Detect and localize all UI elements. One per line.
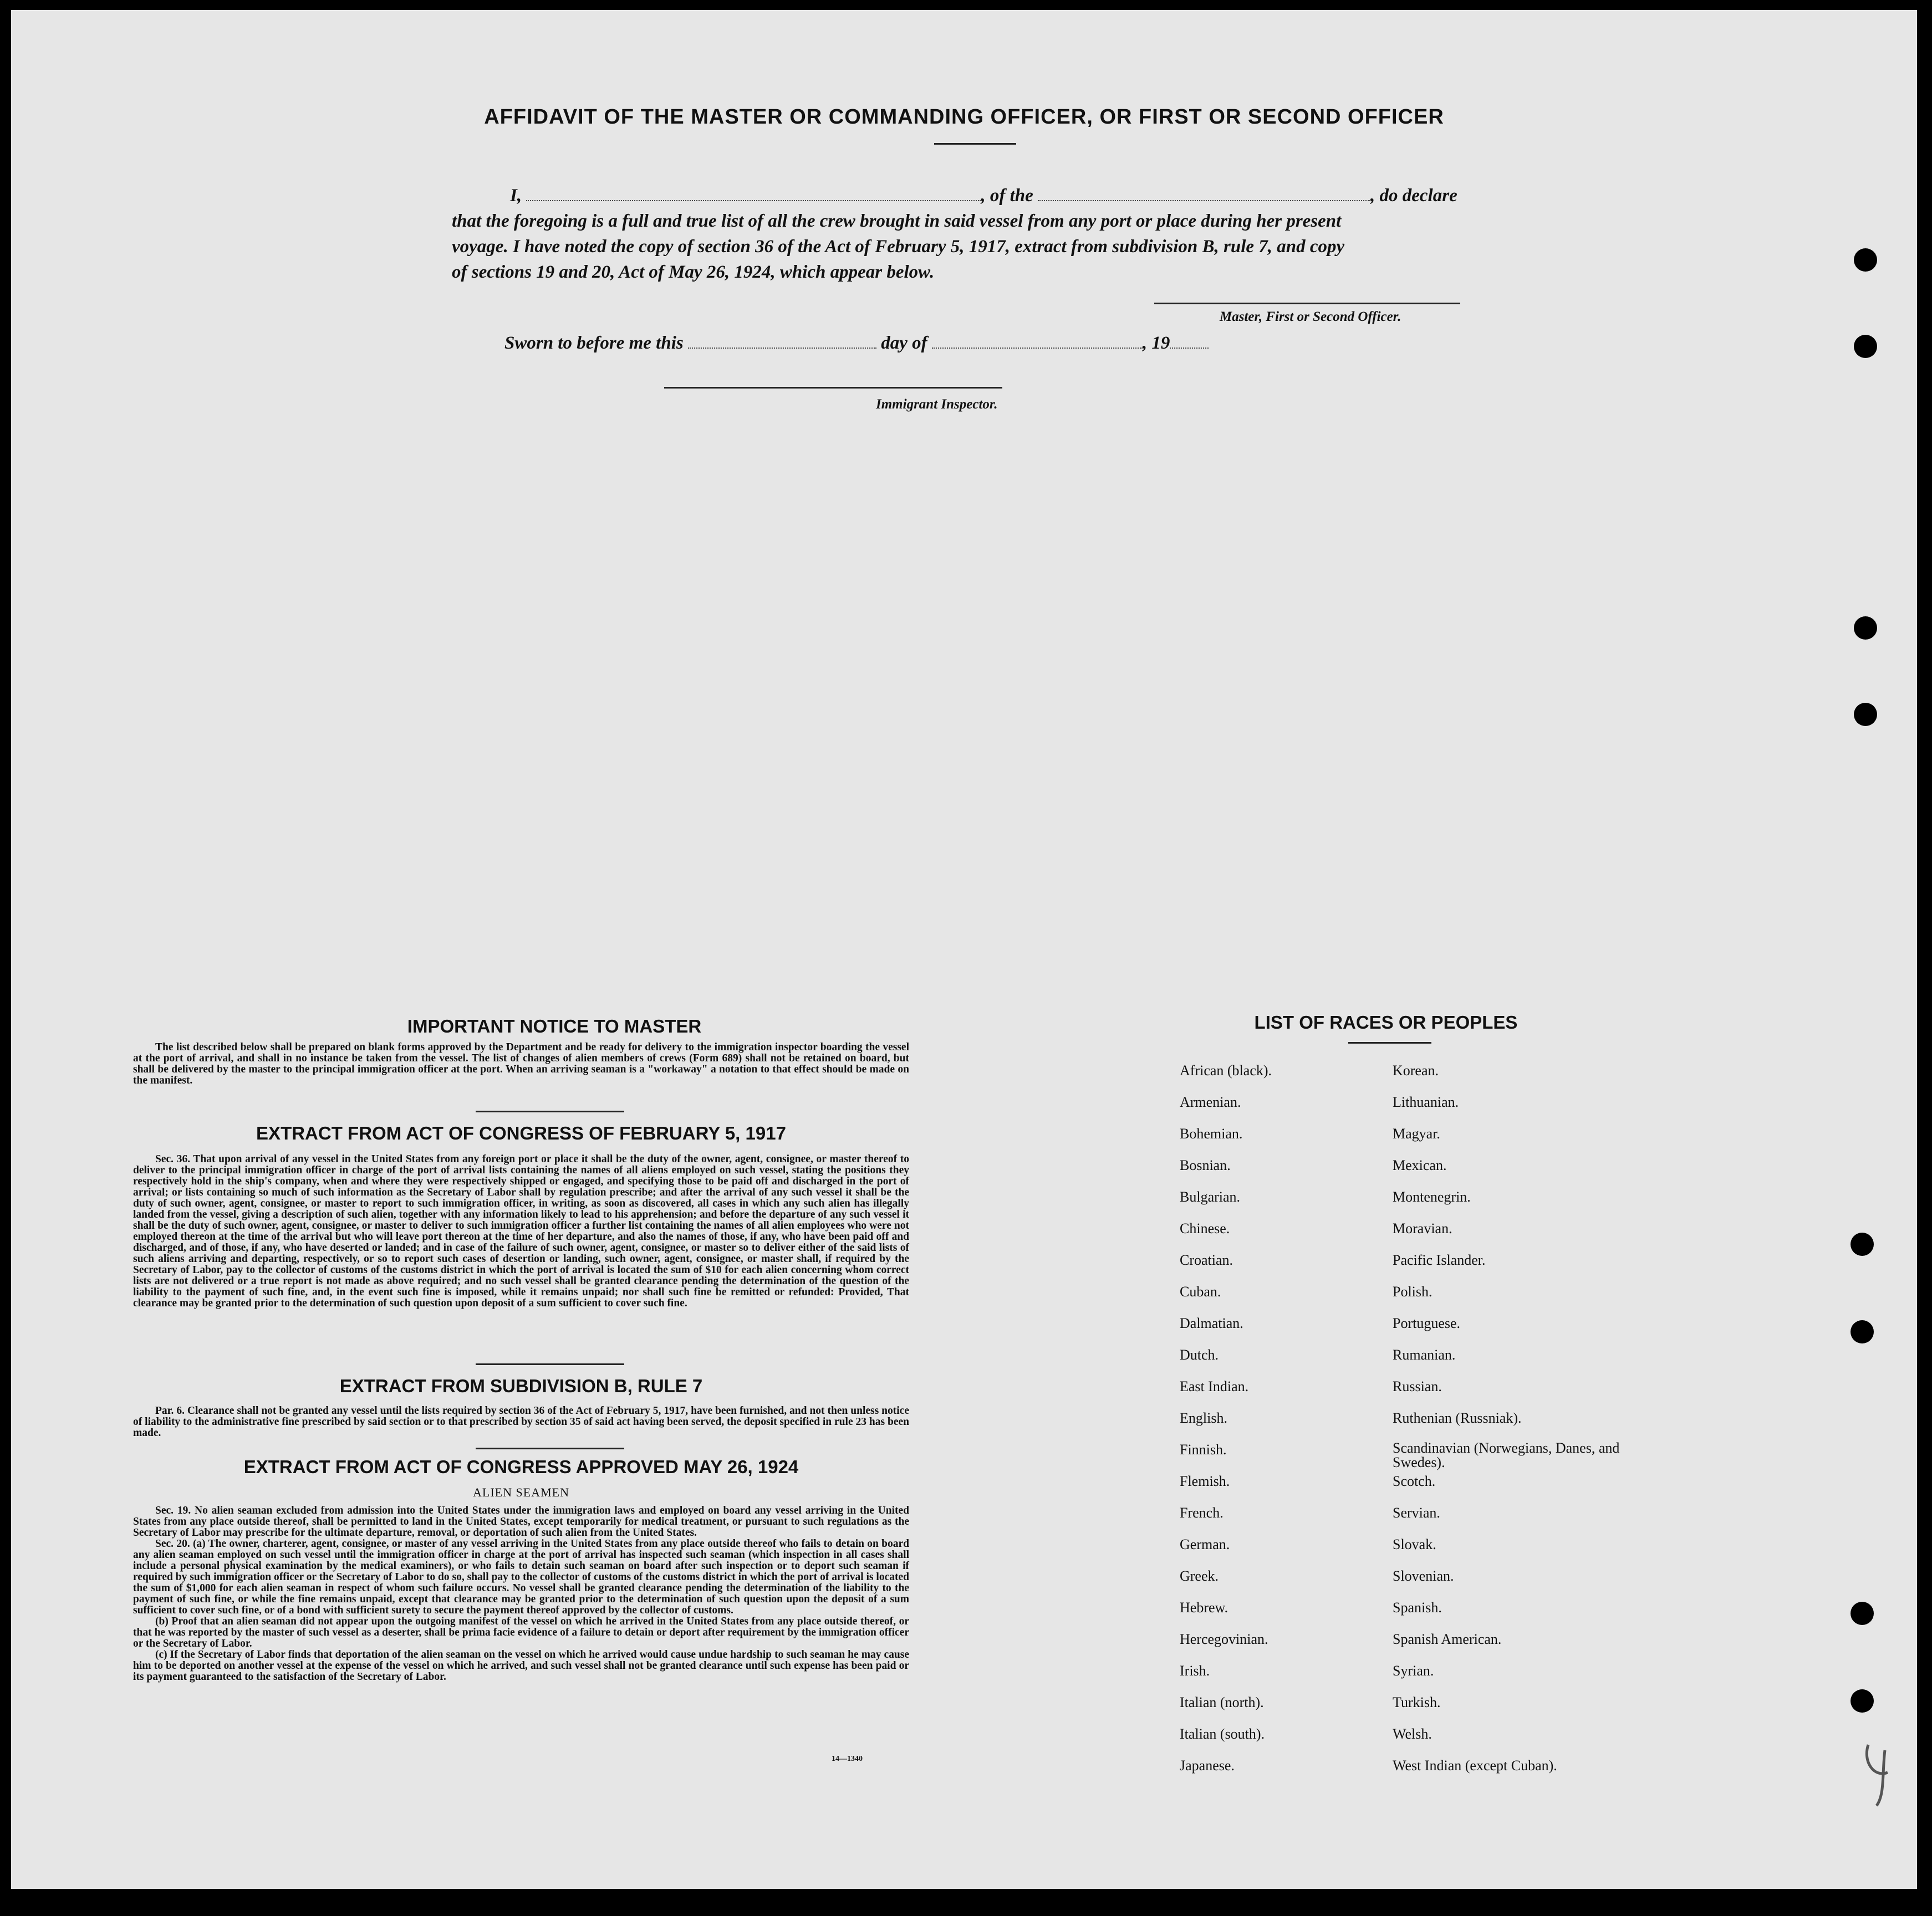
punch-hole xyxy=(1854,335,1877,358)
race-item: Welsh. xyxy=(1393,1726,1432,1742)
document-page xyxy=(11,10,1917,1889)
section-rule xyxy=(476,1363,624,1365)
race-item: Pacific Islander. xyxy=(1393,1252,1486,1268)
sworn-day-of: day of xyxy=(881,333,927,353)
race-item: Moravian. xyxy=(1393,1220,1452,1237)
race-item: Spanish American. xyxy=(1393,1631,1502,1647)
affidavit-line-4: of sections 19 and 20, Act of May 26, 1924, which appear below. xyxy=(452,262,935,282)
extract-1924-title: EXTRACT FROM ACT OF CONGRESS APPROVED MAY 26, 1924 xyxy=(243,1457,799,1477)
sworn-year-blank[interactable] xyxy=(1170,332,1209,349)
race-item: West Indian (except Cuban). xyxy=(1393,1757,1557,1774)
form-number: 14—1340 xyxy=(832,1755,863,1763)
extract-rule7-body xyxy=(133,1406,909,1439)
master-label: Master, First or Second Officer. xyxy=(1220,309,1401,324)
sec-19-text: Sec. 19. No alien seaman excluded from admission into the United States under the immigration laws and employed on board any vessel arriving in the United States from any place outside thereof, shall be permitted to land in the United States, except temporarily for medical treatment, or pursuant to such regulations as the Secretary of Labor may prescribe for the ultimate departure, removal, or deportation of such alien from the United States. xyxy=(133,1505,909,1539)
races-rule xyxy=(1348,1042,1431,1044)
race-item: Servian. xyxy=(1393,1505,1440,1521)
race-item: French. xyxy=(1180,1505,1224,1521)
race-item: Croatian. xyxy=(1180,1252,1233,1268)
race-item: Magyar. xyxy=(1393,1126,1440,1142)
declare-label: , do declare xyxy=(1370,186,1457,206)
race-item: Mexican. xyxy=(1393,1157,1447,1173)
inspector-label: Immigrant Inspector. xyxy=(876,397,998,412)
extract-1917-title: EXTRACT FROM ACT OF CONGRESS OF FEBRUARY 5, 1917 xyxy=(256,1123,786,1143)
race-item: Slovenian. xyxy=(1393,1568,1454,1584)
race-item: Ruthenian (Russniak). xyxy=(1393,1410,1522,1426)
race-item: Spanish. xyxy=(1393,1600,1442,1616)
punch-hole xyxy=(1851,1233,1874,1256)
sworn-line xyxy=(504,330,1336,356)
sec-20b-text: (b) Proof that an alien seaman did not appear upon the outgoing manifest of the vessel on which he arrived in the United States from any place outside thereof, or that he was reported by the master of such vessel as a deserter, shall be prima facie evidence of a failure to detain or deport after requirement by the immigration officer or the Secretary of Labor. xyxy=(133,1616,909,1649)
race-item: Japanese. xyxy=(1180,1757,1235,1774)
race-item: Hebrew. xyxy=(1180,1600,1228,1616)
races-title: LIST OF RACES OR PEOPLES xyxy=(1254,1012,1518,1033)
notice-text: The list described below shall be prepared on blank forms approved by the Department and be ready for delivery to the immigration inspector boarding the vessel at the port of arrival, and shall in no instance be taken from the vessel. The list of changes of alien members of crews (Form 689) shall not be retained on board, but shall be delivered by the master to the principal immigration officer at the port. When an arriving seaman is a "workaway" a notation to that effect should be made on the manifest. xyxy=(133,1041,909,1086)
race-item: Finnish. xyxy=(1180,1442,1227,1458)
title-rule xyxy=(934,143,1016,145)
master-signature-line[interactable] xyxy=(1154,303,1460,304)
race-item: Dalmatian. xyxy=(1180,1315,1243,1331)
vessel-blank[interactable] xyxy=(1038,185,1370,201)
punch-hole xyxy=(1854,616,1877,640)
race-item: Bohemian. xyxy=(1180,1126,1243,1142)
punch-hole xyxy=(1854,703,1877,726)
race-item: Bulgarian. xyxy=(1180,1189,1241,1205)
punch-hole xyxy=(1851,1689,1874,1713)
punch-hole xyxy=(1851,1320,1874,1343)
race-item: Korean. xyxy=(1393,1062,1439,1079)
sec-20a-text: Sec. 20. (a) The owner, charterer, agent, consignee, or master of any vessel arriving in the United States from any place outside thereof who fails to detain on board any alien seaman employed on such vessel until the immigration officer in charge at the port of arrival has inspected such seaman (which inspection in all cases shall include a personal physical examination by the medical examiners), or who fails to detain such seaman on board after such inspection or to deport such seaman if required by such immigration officer or the Secretary of Labor to do so, shall pay to the collector of customs of the customs district in which the port of arrival is located the sum of $1,000 for each alien seaman in respect of whom such failure occurs. No vessel shall be granted clearance pending the determination of the liability to the payment of such fine, or while the fine remains unpaid, except that clearance may be granted prior to the determination of such question upon the deposit of a sum sufficient to cover such fine, or of a bond with sufficient surety to secure the payment thereof approved by the collector of customs. xyxy=(133,1538,909,1616)
race-item: Flemish. xyxy=(1180,1473,1230,1489)
race-item: Russian. xyxy=(1393,1378,1442,1394)
sworn-day-blank[interactable] xyxy=(688,332,876,349)
section-rule xyxy=(476,1111,624,1112)
races-left-column xyxy=(1180,1062,1379,1789)
race-item: Turkish. xyxy=(1393,1694,1441,1710)
race-item: Bosnian. xyxy=(1180,1157,1231,1173)
notice-body xyxy=(133,1042,909,1086)
affidavit-title: AFFIDAVIT OF THE MASTER OR COMMANDING OFFICER, OR FIRST OR SECOND OFFICER xyxy=(484,105,1444,129)
race-item: English. xyxy=(1180,1410,1227,1426)
race-item: Hercegovinian. xyxy=(1180,1631,1268,1647)
race-item: Greek. xyxy=(1180,1568,1219,1584)
extract-1924-body xyxy=(133,1505,909,1683)
race-item: African (black). xyxy=(1180,1062,1272,1079)
sworn-month-blank[interactable] xyxy=(932,332,1143,349)
race-item: Portuguese. xyxy=(1393,1315,1461,1331)
handwritten-mark xyxy=(1857,1739,1896,1811)
race-item: Montenegrin. xyxy=(1393,1189,1471,1205)
race-item: Polish. xyxy=(1393,1284,1433,1300)
of-the-label: , of the xyxy=(981,186,1033,206)
sworn-prefix: Sworn to before me this xyxy=(504,333,684,353)
punch-hole xyxy=(1854,248,1877,272)
sworn-year: , 19 xyxy=(1142,333,1170,353)
race-item: Syrian. xyxy=(1393,1663,1434,1679)
race-item: Dutch. xyxy=(1180,1347,1219,1363)
punch-hole xyxy=(1851,1602,1874,1625)
race-item: Armenian. xyxy=(1180,1094,1241,1110)
sec-20c-text: (c) If the Secretary of Labor finds that deportation of the alien seaman on the vessel on which he arrived would cause undue hardship to such seaman he may cause him to be deported on another vessel at the expense of the vessel on which he arrived, and such vessel shall not be granted clearance until such expense has been paid or its payment guaranteed to the satisfaction of the Secretary of Labor. xyxy=(133,1649,909,1683)
extract-1917-text: Sec. 36. That upon arrival of any vessel in the United States from any foreign port or place it shall be the duty of the owner, agent, consignee, or master thereof to deliver to the principal immigration officer in charge of the port of arrival lists containing the names of all aliens employed on such vessel, stating the positions they respectively hold in the ship's company, when and where they were respectively shipped or engaged, and specifying those to be paid off and discharged in the port of arrival; or lists containing so much of such information as the Secretary of Labor shall by regulation prescribe; and after the arrival of any such vessel it shall be the duty of such owner, agent, consignee, or master to report to such immigration officer, in writing, as soon as discovered, all cases in which any such alien has illegally landed from the vessel, giving a description of such alien, together with any information likely to lead to his apprehension; and before the departure of any such vessel it shall be the duty of such owner, agent, consignee, or master to deliver to such immigration officer a further list containing the names of all alien employees who were not employed thereon at the time of the arrival but who will leave port thereon at the time of her departure, and also the names of those, if any, who have been paid off and discharged, and of those, if any, who have deserted or landed; and in case of the failure of such owner, agent, consignee, or master so to deliver either of the said lists of such aliens arriving and departing, respectively, or so to report such cases of desertion or landing, such owner, agent, consignee, or master shall, if required by the Secretary of Labor, pay to the collector of customs of the customs district in which the port of arrival is located the sum of $10 for each alien concerning whom correct lists are not delivered or a true report is not made as above required; and no such vessel shall be granted clearance pending the determination of the question of the liability to the payment of such fine, and, in the event such fine is imposed, while it remains unpaid; nor shall such fine be remitted or refunded: Provided, That clearance may be granted prior to the determination of such question upon deposit of a sum sufficient to cover such fine. xyxy=(133,1153,909,1309)
race-item: Chinese. xyxy=(1180,1220,1230,1237)
extract-rule7-text: Par. 6. Clearance shall not be granted any vessel until the lists required by section 36 of the Act of February 5, 1917, have been furnished, and not then unless notice of liability to the administrative fine prescribed by said section or to that prescribed by section 35 of said act having been served, the deposit specified in rule 23 has been made. xyxy=(133,1405,909,1439)
race-item: Cuban. xyxy=(1180,1284,1221,1300)
races-right-column xyxy=(1393,1062,1631,1789)
affidavit-i-label: I, xyxy=(510,186,522,206)
extract-rule7-title: EXTRACT FROM SUBDIVISION B, RULE 7 xyxy=(339,1376,703,1396)
affidavit-line-3: voyage. I have noted the copy of section 36 of the Act of February 5, 1917, extract from subdivision B, rule 7, and copy xyxy=(452,237,1345,257)
race-item: Italian (south). xyxy=(1180,1726,1265,1742)
affidavit-line-1 xyxy=(449,183,1513,208)
race-item: Scandinavian (Norwegians, Danes, and Swedes). xyxy=(1393,1440,1620,1470)
race-item: East Indian. xyxy=(1180,1378,1249,1394)
race-item: German. xyxy=(1180,1536,1230,1552)
race-item: Italian (north). xyxy=(1180,1694,1264,1710)
race-item: Slovak. xyxy=(1393,1536,1436,1552)
race-item: Irish. xyxy=(1180,1663,1210,1679)
inspector-signature-line[interactable] xyxy=(664,387,1002,389)
race-item: Scotch. xyxy=(1393,1473,1436,1489)
notice-title: IMPORTANT NOTICE TO MASTER xyxy=(407,1016,702,1036)
race-item: Lithuanian. xyxy=(1393,1094,1459,1110)
section-rule xyxy=(476,1448,624,1449)
alien-seamen-subtitle: ALIEN SEAMEN xyxy=(473,1485,569,1499)
race-item: Rumanian. xyxy=(1393,1347,1456,1363)
affidavit-line-2: that the foregoing is a full and true list of all the crew brought in said vessel from any port or place during her present xyxy=(452,211,1342,231)
name-blank[interactable] xyxy=(526,185,981,201)
extract-1917-body xyxy=(133,1154,909,1309)
